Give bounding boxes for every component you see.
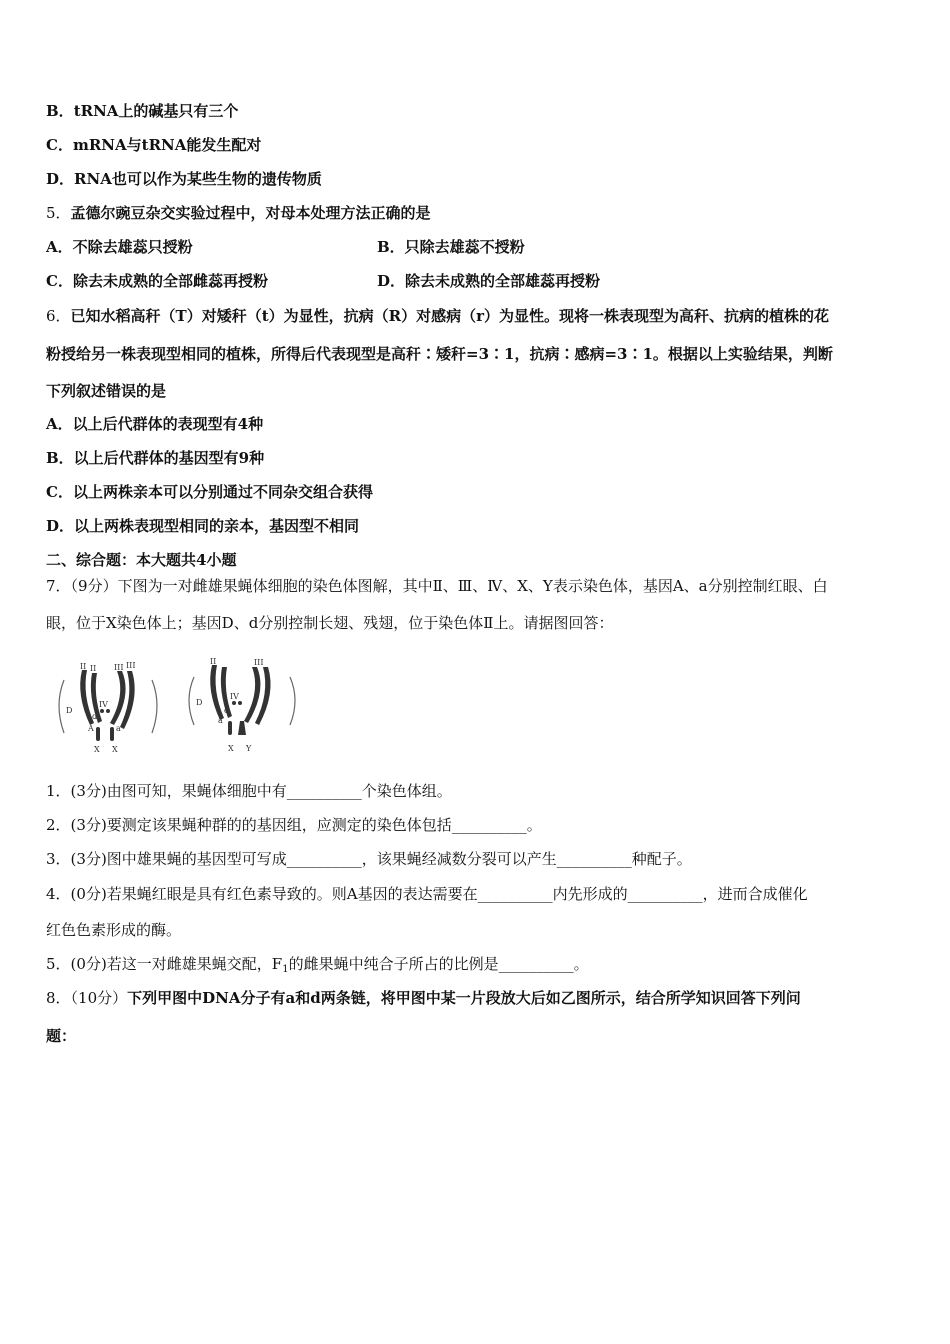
- label-iii-m: III: [254, 658, 264, 667]
- section2-title: 二、综合题：本大题共4小题: [46, 551, 237, 569]
- q5-stem: [46, 203, 431, 223]
- q4-option-b: [46, 101, 238, 121]
- q5-number: 5．: [46, 204, 71, 222]
- q4-option-b-letter: B．: [46, 102, 74, 120]
- label-a-lower-f: a: [116, 724, 121, 733]
- q7-sub5: [46, 954, 589, 980]
- label-ii-m: II: [210, 657, 217, 666]
- female-karyotype: [59, 661, 157, 754]
- q4-option-b-text: tRNA上的碱基只有三个: [73, 102, 239, 120]
- label-y-m: Y: [246, 744, 252, 753]
- q7-sub3: 3．(3分)图中雄果蝇的基因型可写成__________，该果蝇经减数分裂可以产生__________种配子。: [46, 850, 692, 868]
- q6-option-c: C．以上两株亲本可以分别通过不同杂交组合获得: [46, 483, 373, 501]
- q8-stem-line2: 题：: [46, 1027, 77, 1045]
- male-karyotype: [189, 657, 295, 753]
- label-x-m: X: [228, 744, 234, 753]
- q7-sub2: 2．(3分)要测定该果蝇种群的的基因组，应测定的染色体包括__________。: [46, 816, 542, 834]
- chromosome-figure: [52, 655, 312, 755]
- q4-option-d-text: RNA也可以作为某些生物的遗传物质: [74, 170, 322, 188]
- q7-sub5-pre: 5．(0分)若这一对雌雄果蝇交配，F: [46, 955, 283, 973]
- label-x-f1: X: [94, 745, 100, 754]
- chromosome-x-1: [96, 727, 100, 741]
- q7-stem-line2: 眼，位于X染色体上；基因D、d分别控制长翅、残翅，位于染色体Ⅱ上。请据图回答：: [46, 614, 614, 632]
- label-d-lower-m: d: [224, 706, 230, 715]
- q6-stem-line1: [46, 306, 829, 326]
- chromosome-x-m: [228, 721, 232, 735]
- q6-option-a: A．以上后代群体的表现型有4种: [46, 415, 264, 433]
- q8-stem-text-1: 下列甲图中DNA分子有a和d两条链，将甲图中某一片段放大后如乙图所示，结合所学知识回答下列问: [127, 989, 801, 1007]
- q7-sub1: 1．(3分)由图可知，果蝇体细胞中有__________个染色体组。: [46, 782, 452, 800]
- chromosome-y-m: [238, 721, 246, 735]
- chromosome-iii-left-m: [244, 667, 260, 723]
- q6-option-d: D．以上两株表现型相同的亲本，基因型不相同: [46, 517, 360, 535]
- chromosome-x-2: [110, 727, 114, 741]
- q5-options-row2: [46, 271, 906, 291]
- q5-option-a: A．不除去雄蕊只授粉: [46, 238, 193, 256]
- label-d-upper-m: D: [196, 698, 203, 707]
- chromosome-iv-m2: [238, 701, 242, 705]
- chromosome-iv-m1: [232, 701, 236, 705]
- label-d-lower-f: d: [92, 712, 98, 721]
- q8-score: （10分）: [70, 989, 128, 1007]
- label-a-m: a: [218, 716, 223, 725]
- q7-sub5-post: 的雌果蝇中纯合子所占的比例是__________。: [288, 955, 589, 973]
- q4-option-c-letter: C．: [46, 136, 73, 154]
- label-d-upper-f: D: [66, 706, 73, 715]
- q8-stem-line1: [46, 988, 801, 1008]
- cell-outline-left: [59, 680, 64, 733]
- q6-stem-line3: 下列叙述错误的是: [46, 382, 167, 400]
- cell-outline-left-m: [189, 677, 194, 725]
- label-ii-f2: II: [90, 664, 97, 673]
- q5-option-b: B．只除去雄蕊不授粉: [377, 238, 525, 256]
- chromosome-iii-left: [110, 671, 126, 725]
- label-iii-f2: III: [126, 661, 136, 670]
- label-ii-f: II: [80, 662, 87, 671]
- label-iv-f: IV: [99, 700, 108, 709]
- q6-stem-text-1: 已知水稻高秆（T）对矮秆（t）为显性，抗病（R）对感病（r）为显性。现将一株表现型为高秆、抗病的植株的花: [70, 307, 830, 325]
- cell-outline-right: [152, 680, 157, 733]
- label-x-f2: X: [112, 745, 118, 754]
- q7-number: 7．: [46, 577, 71, 595]
- q8-number: 8．: [46, 989, 71, 1007]
- q6-option-b: B．以上后代群体的基因型有9种: [46, 449, 265, 467]
- q6-stem-line2: 粉授给另一株表现型相同的植株，所得后代表现型是高秆∶矮秆=3∶1，抗病∶感病=3∶1。根据以上实验结果，判断: [46, 345, 833, 363]
- chromosome-iv-2: [106, 709, 110, 713]
- q4-option-c-text: mRNA与tRNA能发生配对: [72, 136, 262, 154]
- label-a-upper-f: A: [88, 724, 94, 733]
- q7-stem-text-1: 下图为一对雌雄果蝇体细胞的染色体图解，其中Ⅱ、Ⅲ、Ⅳ、X、Y表示染色体，基因A、a分别控制红眼、白: [117, 577, 828, 595]
- q7-sub5-subscript: 1: [282, 964, 289, 975]
- q7-sub4-line2: 红色色素形成的酶。: [46, 921, 182, 939]
- q5-option-c: C．除去未成熟的全部雌蕊再授粉: [46, 272, 268, 290]
- label-iv-m: IV: [230, 692, 239, 701]
- label-iii-f: III: [114, 663, 124, 672]
- q4-option-d-letter: D．: [46, 170, 75, 188]
- q7-stem-line1: [46, 576, 828, 596]
- q4-option-d: [46, 169, 322, 189]
- chromosome-iv-1: [100, 709, 104, 713]
- q5-option-d: D．除去未成熟的全部雄蕊再授粉: [377, 272, 601, 290]
- q4-option-c: [46, 135, 261, 155]
- q5-stem-text: 孟德尔豌豆杂交实验过程中，对母本处理方法正确的是: [70, 204, 431, 222]
- q7-sub4-line1: 4．(0分)若果蝇红眼是具有红色素导致的。则A基因的表达需要在__________内先形成的__________，进而合成催化: [46, 885, 808, 903]
- cell-outline-right-m: [290, 677, 295, 725]
- q7-score: （9分）: [70, 577, 118, 595]
- q5-options-row1: [46, 237, 906, 257]
- q6-number: 6．: [46, 307, 71, 325]
